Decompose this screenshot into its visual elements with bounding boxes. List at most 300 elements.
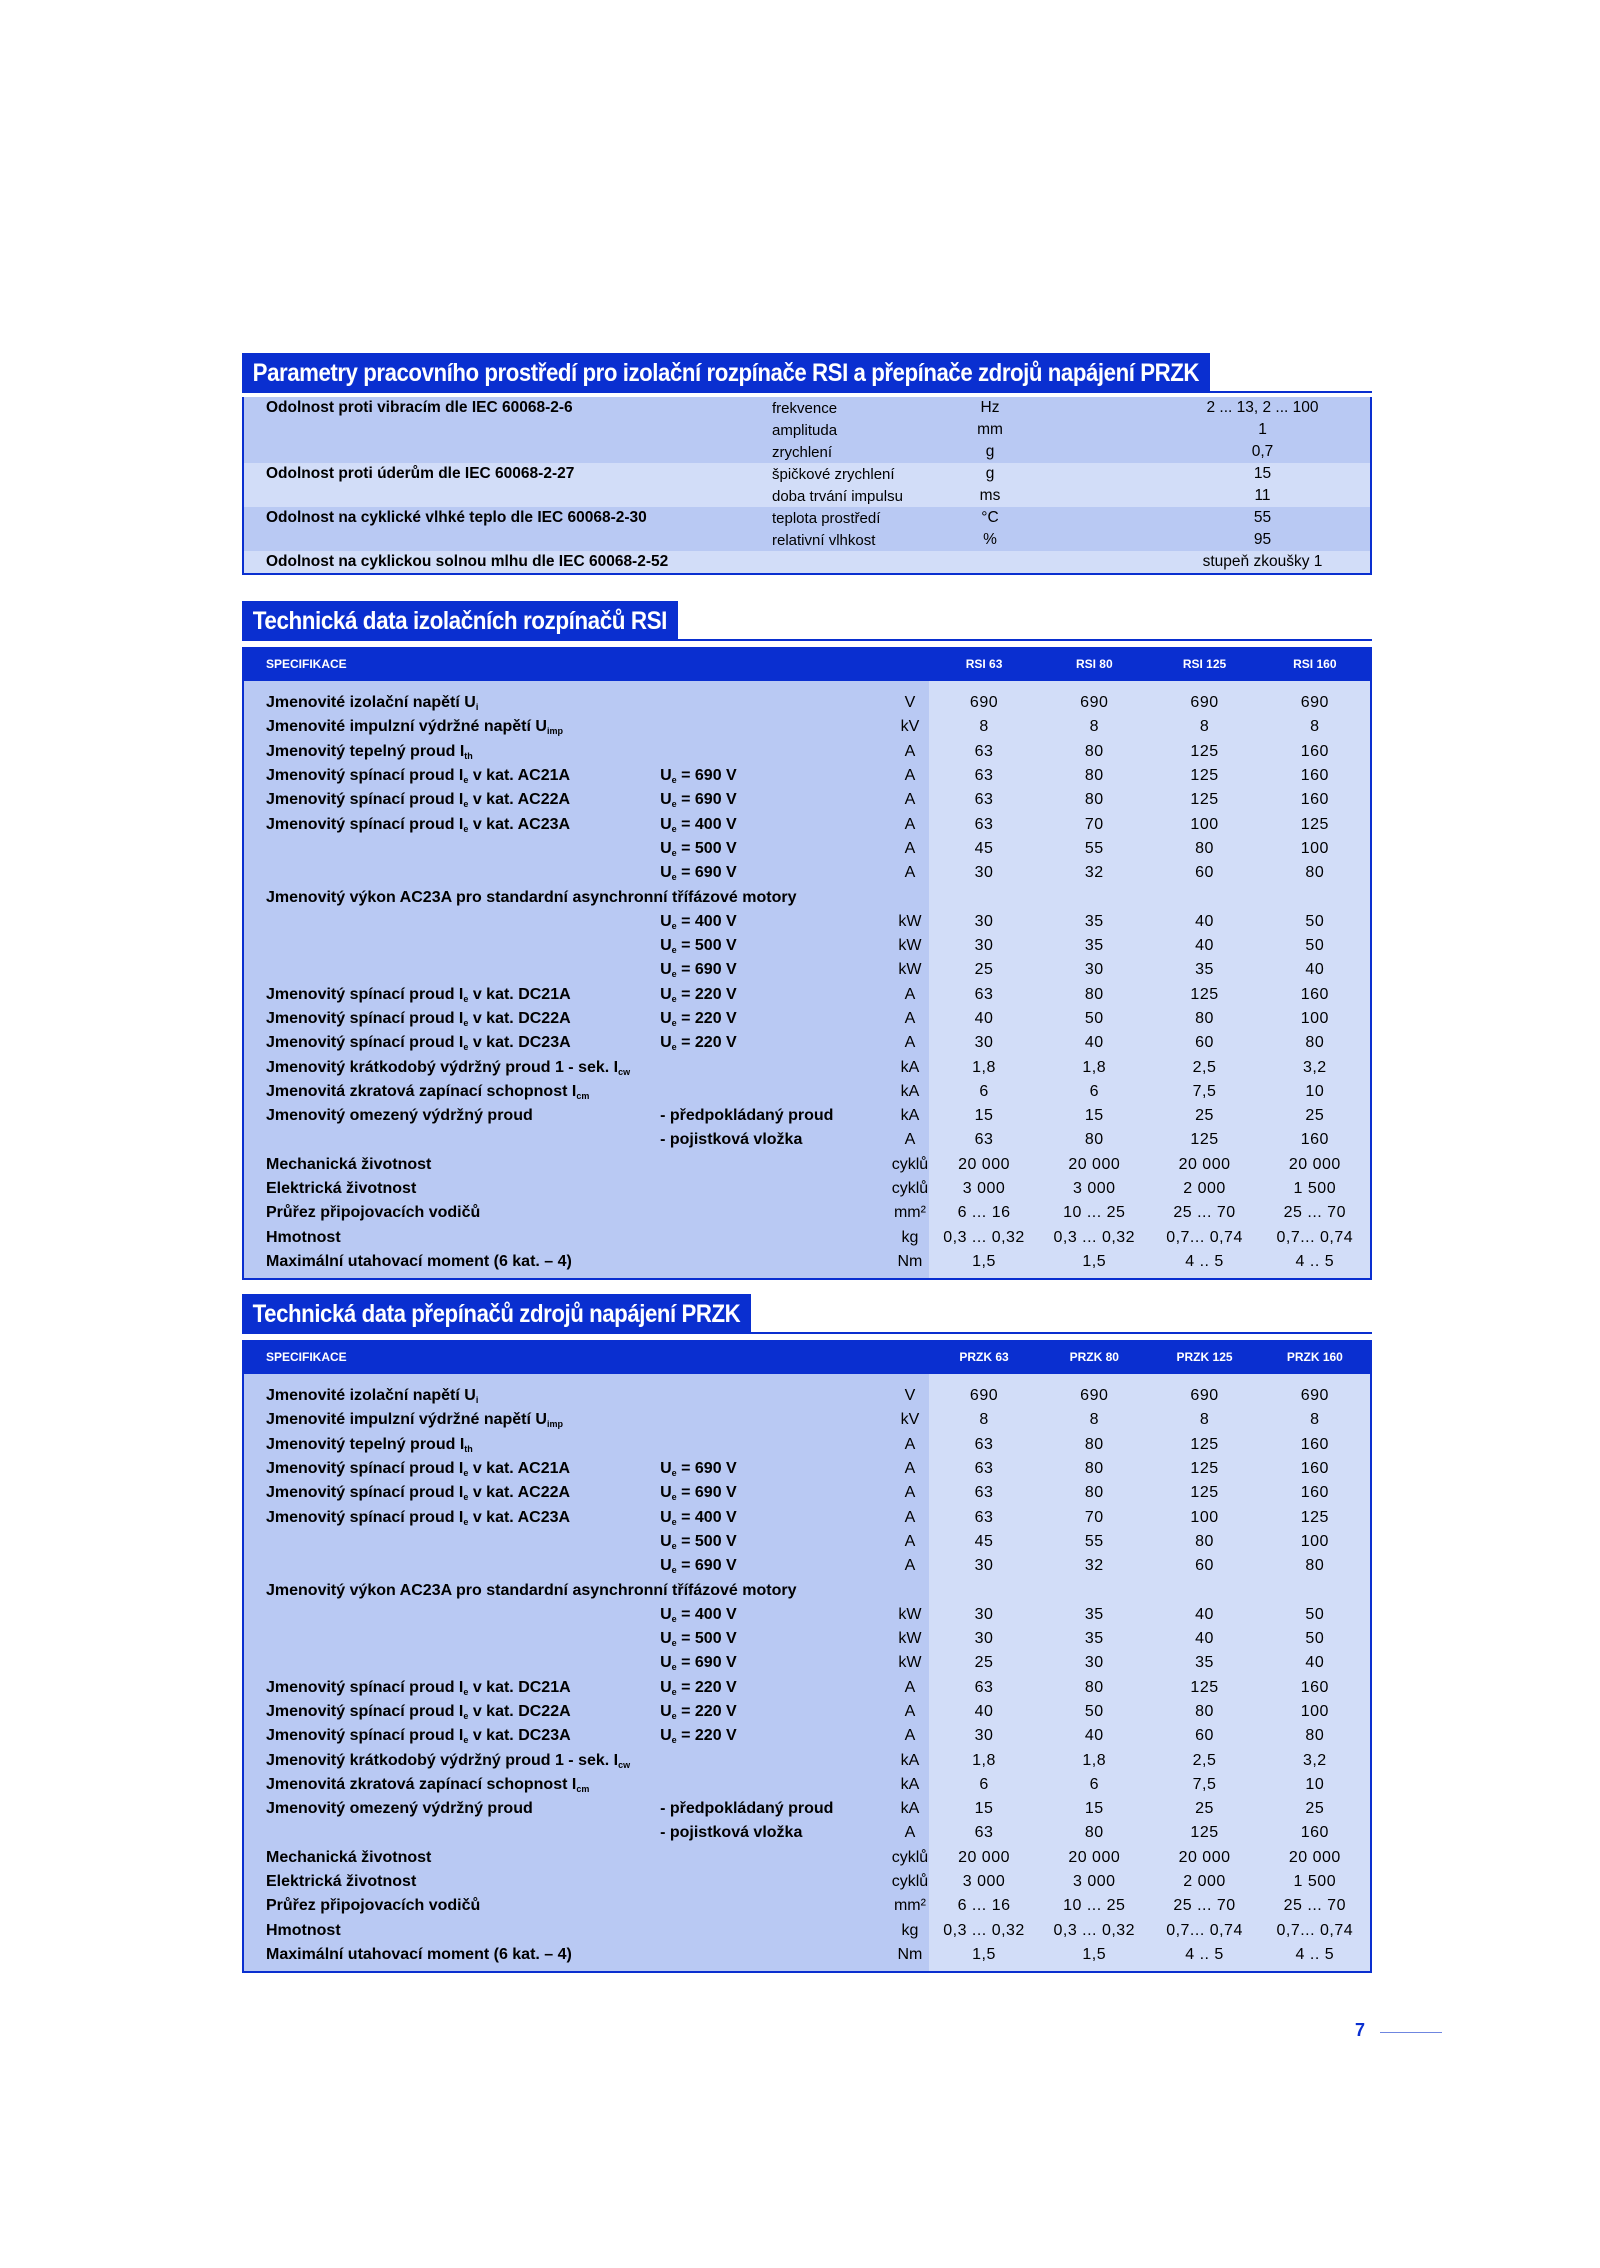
spec-value: 6 (929, 1080, 1039, 1104)
przk-title-bar (242, 1294, 1372, 1334)
spec-label (244, 691, 660, 715)
spec-label-category: v kat. DC22A (468, 1010, 571, 1027)
env-section (242, 353, 1372, 575)
page-number-rule (1380, 2032, 1442, 2033)
spec-label-text: Jmenovité izolační napětí U (266, 694, 476, 712)
spec-unit: Nm (891, 1943, 929, 1967)
spec-label (244, 1457, 660, 1481)
spec-value: 0,7... 0,74 (1149, 1226, 1259, 1250)
spec-value: 3 000 (1039, 1177, 1149, 1201)
condition-subscript: e (671, 1565, 677, 1576)
env-parameter: Odolnost na cyklickou solnou mlhu dle IEC 60068-2-52 (244, 551, 768, 573)
condition-text: U (660, 1654, 672, 1672)
spec-value: 50 (1039, 1700, 1149, 1724)
spec-label-text: Jmenovitý výkon AC23A pro standardní asynchronní třífázové motory (266, 1581, 797, 1599)
spec-value: 4 .. 5 (1260, 1943, 1370, 1967)
env-value: 2 ... 13, 2 ... 100 (1029, 397, 1370, 419)
condition-subscript: e (671, 993, 677, 1004)
spec-value: 6 (929, 1773, 1039, 1797)
spec-label (244, 1104, 660, 1128)
spec-value: 7,5 (1149, 1080, 1259, 1104)
spec-value: 63 (929, 1505, 1039, 1529)
spec-value: 15 (1039, 1797, 1149, 1821)
condition-text: U (660, 1460, 672, 1478)
spec-row (244, 1505, 1370, 1529)
condition-text: U (660, 1557, 672, 1575)
spec-value: 35 (1039, 1627, 1149, 1651)
spec-label-subscript: e (463, 1686, 469, 1697)
spec-unit: A (891, 764, 929, 788)
rsi-table (244, 647, 1370, 1278)
spec-value: 80 (1149, 837, 1259, 861)
env-unit: Hz (951, 397, 1029, 419)
spec-row (244, 1651, 1370, 1675)
model-column-header: RSI 160 (1260, 647, 1370, 681)
spec-label-text: Jmenovitý krátkodobý výdržný proud 1 - sek. I (266, 1751, 619, 1769)
spec-condition (660, 1104, 891, 1128)
spacer-row (244, 1374, 1370, 1384)
spec-row (244, 1821, 1370, 1845)
spec-value: 160 (1260, 764, 1370, 788)
condition-value: = 500 V (676, 1532, 737, 1550)
spacer-cell (1149, 681, 1259, 691)
spec-value: 160 (1260, 1821, 1370, 1845)
env-description: relativní vlhkost (768, 529, 951, 551)
spec-row (244, 1773, 1370, 1797)
spec-row (244, 1457, 1370, 1481)
spec-value: 63 (929, 1676, 1039, 1700)
spec-value: 55 (1039, 1530, 1149, 1554)
spec-value: 80 (1149, 1700, 1259, 1724)
condition-value: = 220 V (676, 1034, 737, 1052)
env-parameter: Odolnost proti vibracím dle IEC 60068-2-6 (244, 397, 768, 419)
condition-text: U (660, 815, 672, 833)
spec-row (244, 1919, 1370, 1943)
spec-label (244, 1201, 660, 1225)
spacer-cell (244, 1274, 929, 1278)
spec-label (244, 1481, 660, 1505)
spec-value: 2,5 (1149, 1748, 1259, 1772)
spec-row (244, 1226, 1370, 1250)
spec-value: 125 (1260, 1505, 1370, 1529)
spec-row (244, 910, 1370, 934)
spec-label-text: Elektrická životnost (266, 1873, 417, 1891)
condition-value: = 400 V (676, 1605, 737, 1623)
spec-unit: A (891, 788, 929, 812)
spec-label (244, 1700, 660, 1724)
spec-value: 8 (1260, 715, 1370, 739)
spec-value: 63 (929, 1433, 1039, 1457)
spec-label-category: v kat. DC23A (468, 1727, 571, 1745)
spec-label (244, 1627, 660, 1651)
spec-value: 60 (1149, 1554, 1259, 1578)
env-value: 1 (1029, 419, 1370, 441)
spec-value: 10 (1260, 1773, 1370, 1797)
spec-value: 1 500 (1260, 1177, 1370, 1201)
spec-value: 40 (1149, 1603, 1259, 1627)
spec-row (244, 740, 1370, 764)
spec-label (244, 1651, 660, 1675)
spec-label-subscript: e (463, 1516, 469, 1527)
condition-text: U (660, 912, 672, 930)
spec-condition (660, 1007, 891, 1031)
spec-value: 32 (1039, 861, 1149, 885)
spec-value: 45 (929, 837, 1039, 861)
spec-label-text: Hmotnost (266, 1228, 341, 1246)
spec-value: 3 000 (929, 1177, 1039, 1201)
env-parameter (244, 419, 768, 441)
spec-condition (660, 861, 891, 885)
spec-label (244, 812, 660, 836)
env-row (244, 507, 1370, 529)
spec-label-text: Jmenovitý spínací proud I (266, 767, 464, 785)
spec-value: 30 (929, 1603, 1039, 1627)
spec-row (244, 885, 1370, 909)
spacer-cell (1039, 1274, 1149, 1278)
spec-label-text: Jmenovitý výkon AC23A pro standardní asynchronní třífázové motory (266, 888, 797, 906)
spec-value: 30 (929, 1554, 1039, 1578)
spec-value: 63 (929, 764, 1039, 788)
condition-subscript: e (671, 872, 677, 883)
spec-value: 690 (929, 691, 1039, 715)
spec-value: 20 000 (1149, 1846, 1259, 1870)
spec-value: 35 (1149, 1651, 1259, 1675)
spec-value: 50 (1260, 1627, 1370, 1651)
spec-label-text: Jmenovitý spínací proud I (266, 791, 464, 809)
rsi-section (242, 601, 1372, 1280)
spec-value: 8 (929, 715, 1039, 739)
spec-unit: kW (891, 958, 929, 982)
condition-value: = 220 V (676, 1703, 737, 1720)
spec-label (244, 1177, 660, 1201)
spec-row (244, 1530, 1370, 1554)
spacer-row (244, 1274, 1370, 1278)
spec-value: 3 000 (929, 1870, 1039, 1894)
spec-row (244, 1676, 1370, 1700)
condition-subscript: e (671, 920, 677, 931)
spec-condition (660, 1031, 891, 1055)
spec-label-subscript: th (464, 750, 473, 761)
spacer-row (244, 1967, 1370, 1971)
spec-value: 25 ... 70 (1149, 1894, 1259, 1918)
spec-label-subscript: e (463, 1735, 469, 1746)
env-parameter (244, 529, 768, 551)
spec-condition (660, 1870, 891, 1894)
spec-condition (660, 1846, 891, 1870)
spec-unit: kA (891, 1080, 929, 1104)
spec-value: 15 (929, 1797, 1039, 1821)
condition-subscript: e (671, 1468, 677, 1479)
spec-value: 4 .. 5 (1149, 1943, 1259, 1967)
env-value: 95 (1029, 529, 1370, 551)
spacer-cell (244, 681, 929, 691)
condition-text: U (660, 1678, 672, 1696)
spec-condition (660, 1080, 891, 1104)
spec-value: 8 (1260, 1408, 1370, 1432)
spec-value: 0,7... 0,74 (1260, 1226, 1370, 1250)
condition-text: U (660, 864, 672, 882)
spec-value: 1,8 (929, 1748, 1039, 1772)
spec-value: 25 ... 70 (1260, 1894, 1370, 1918)
spec-row (244, 1153, 1370, 1177)
spec-value: 6 (1039, 1773, 1149, 1797)
spec-label-category: v kat. AC21A (468, 1460, 571, 1478)
spec-value: 1,5 (929, 1250, 1039, 1274)
condition-subscript: e (671, 1042, 677, 1053)
spec-label-category: v kat. AC21A (468, 767, 571, 785)
spec-label-subscript: e (463, 1468, 469, 1479)
spec-unit: A (891, 1700, 929, 1724)
spec-condition (660, 1505, 891, 1529)
spec-label (244, 788, 660, 812)
spec-value (1260, 1578, 1370, 1602)
spec-unit: A (891, 1433, 929, 1457)
spec-label-text: Mechanická životnost (266, 1155, 432, 1173)
spec-label (244, 1919, 660, 1943)
condition-text: U (660, 961, 672, 979)
spec-value: 690 (929, 1384, 1039, 1408)
spec-value: 55 (1039, 837, 1149, 861)
spec-value: 690 (1039, 691, 1149, 715)
spec-unit: A (891, 1007, 929, 1031)
spec-value: 2,5 (1149, 1055, 1259, 1079)
condition-value: = 220 V (676, 1727, 737, 1745)
spec-row (244, 861, 1370, 885)
rsi-title-bar (242, 601, 1372, 641)
spec-label-subscript: e (463, 1492, 469, 1503)
spec-value: 80 (1149, 1530, 1259, 1554)
spec-label-text: Jmenovitý spínací proud I (266, 815, 464, 833)
spec-unit: cyklů (891, 1870, 929, 1894)
condition-text: U (660, 1034, 672, 1052)
condition-subscript: e (671, 1613, 677, 1624)
rsi-title: Technická data izolačních rozpínačů RSI (242, 601, 678, 641)
spec-label-category: v kat. AC23A (468, 1508, 571, 1526)
env-unit: ms (951, 485, 1029, 507)
spec-value: 80 (1039, 983, 1149, 1007)
spacer-cell (929, 1274, 1039, 1278)
spec-condition (660, 812, 891, 836)
condition-text: U (660, 1532, 672, 1550)
spec-value: 70 (1039, 1505, 1149, 1529)
spec-row (244, 1055, 1370, 1079)
spec-row (244, 715, 1370, 739)
spec-unit: kW (891, 1651, 929, 1675)
spec-condition (660, 1177, 891, 1201)
condition-value: = 500 V (676, 1630, 737, 1648)
spec-value: 20 000 (1149, 1153, 1259, 1177)
spec-label-text: Jmenovité izolační napětí U (266, 1387, 476, 1405)
spec-value: 7,5 (1149, 1773, 1259, 1797)
spec-unit: kW (891, 1603, 929, 1627)
spec-unit: V (891, 691, 929, 715)
env-row (244, 485, 1370, 507)
spec-label-subscript: e (463, 1018, 469, 1028)
spec-label (244, 1578, 891, 1602)
condition-text: - pojistková vložka (660, 1824, 803, 1842)
spec-unit: kg (891, 1226, 929, 1250)
spec-value: 160 (1260, 1676, 1370, 1700)
spec-row (244, 837, 1370, 861)
spec-row (244, 1748, 1370, 1772)
spec-value: 8 (1039, 1408, 1149, 1432)
spec-value (1149, 1578, 1259, 1602)
spec-label (244, 1250, 660, 1274)
spec-value: 160 (1260, 788, 1370, 812)
spec-label-text: Jmenovitý tepelný proud I (266, 1435, 465, 1453)
page-number: 7 (1355, 2020, 1366, 2040)
spec-label (244, 1433, 660, 1457)
spec-value: 160 (1260, 1481, 1370, 1505)
spec-value: 80 (1039, 764, 1149, 788)
spec-condition (660, 1651, 891, 1675)
spec-value: 1,5 (1039, 1250, 1149, 1274)
spec-value: 3,2 (1260, 1748, 1370, 1772)
spec-value: 125 (1149, 1676, 1259, 1700)
spec-value: 8 (929, 1408, 1039, 1432)
spec-condition (660, 934, 891, 958)
spec-row (244, 958, 1370, 982)
spec-unit: kV (891, 715, 929, 739)
spec-value: 20 000 (1260, 1846, 1370, 1870)
condition-subscript: e (671, 847, 677, 858)
spec-row (244, 1700, 1370, 1724)
spec-value: 100 (1260, 837, 1370, 861)
spacer-cell (1260, 681, 1370, 691)
spec-row (244, 1627, 1370, 1651)
spec-condition (660, 1773, 891, 1797)
spec-value: 125 (1149, 1433, 1259, 1457)
env-row (244, 551, 1370, 573)
spec-label-subscript: i (475, 702, 479, 713)
spec-label (244, 958, 660, 982)
spec-value: 0,7... 0,74 (1260, 1919, 1370, 1943)
spacer-cell (1039, 1967, 1149, 1971)
spec-value: 25 (1149, 1104, 1259, 1128)
spec-value: 30 (929, 861, 1039, 885)
spec-value: 35 (1039, 1603, 1149, 1627)
spec-label-text: Průřez připojovacích vodičů (266, 1897, 481, 1915)
spec-value: 30 (929, 1724, 1039, 1748)
condition-value: = 220 V (676, 985, 737, 1003)
spec-unit: A (891, 812, 929, 836)
env-unit: g (951, 463, 1029, 485)
spec-condition (660, 1153, 891, 1177)
spec-label (244, 1943, 660, 1967)
spec-condition (660, 1919, 891, 1943)
spec-row (244, 1104, 1370, 1128)
spec-label-text: Jmenovitý spínací proud I (266, 1678, 464, 1696)
spec-label-subscript: e (463, 775, 469, 786)
spec-label-category: v kat. AC22A (468, 791, 571, 809)
spec-value: 35 (1039, 910, 1149, 934)
spec-value: 25 (929, 1651, 1039, 1675)
spec-label-subscript: th (464, 1443, 473, 1454)
spec-value: 80 (1039, 1821, 1149, 1845)
spec-label-category: v kat. DC21A (468, 985, 571, 1003)
spec-value: 15 (929, 1104, 1039, 1128)
spec-row (244, 1250, 1370, 1274)
spec-label (244, 1724, 660, 1748)
spec-condition (660, 1748, 891, 1772)
spec-value: 3 000 (1039, 1870, 1149, 1894)
spec-value: 80 (1039, 1676, 1149, 1700)
spec-header: SPECIFIKACE (244, 1340, 929, 1374)
spec-value: 20 000 (1039, 1153, 1149, 1177)
spec-value: 25 (1149, 1797, 1259, 1821)
spec-unit: A (891, 1128, 929, 1152)
spec-label-subscript: e (463, 1711, 469, 1721)
spec-value: 0,3 ... 0,32 (1039, 1919, 1149, 1943)
spec-unit: kg (891, 1919, 929, 1943)
spec-value: 690 (1260, 691, 1370, 715)
spec-value: 690 (1260, 1384, 1370, 1408)
spec-value: 60 (1149, 1031, 1259, 1055)
spec-label (244, 1408, 660, 1432)
env-parameter (244, 485, 768, 507)
spec-value (929, 1578, 1039, 1602)
spec-row (244, 1128, 1370, 1152)
spec-unit: cyklů (891, 1846, 929, 1870)
spec-condition (660, 1055, 891, 1079)
condition-value: = 690 V (676, 791, 737, 809)
env-row (244, 441, 1370, 463)
spec-value: 40 (1260, 1651, 1370, 1675)
spec-unit (891, 1578, 929, 1602)
condition-text: U (660, 791, 672, 809)
spec-value: 10 (1260, 1080, 1370, 1104)
spec-unit: kV (891, 1408, 929, 1432)
spec-value: 63 (929, 812, 1039, 836)
spec-row (244, 983, 1370, 1007)
spec-value: 60 (1149, 861, 1259, 885)
condition-text: - předpokládaný proud (660, 1800, 834, 1818)
spec-label-text: Jmenovitý spínací proud I (266, 1010, 464, 1027)
spacer-row (244, 681, 1370, 691)
env-value: 0,7 (1029, 441, 1370, 463)
spec-value: 25 (1260, 1104, 1370, 1128)
spec-label (244, 1870, 660, 1894)
spec-row (244, 1031, 1370, 1055)
spec-value: 8 (1039, 715, 1149, 739)
spec-condition (660, 1250, 891, 1274)
spec-condition (660, 1408, 891, 1432)
spec-value: 63 (929, 1481, 1039, 1505)
spec-unit: kW (891, 934, 929, 958)
env-description: špičkové zrychlení (768, 463, 951, 485)
spec-condition (660, 740, 891, 764)
spec-unit: V (891, 1384, 929, 1408)
spacer-cell (244, 1967, 929, 1971)
condition-subscript: e (671, 823, 677, 834)
spec-label-text: Jmenovitý spínací proud I (266, 1460, 464, 1478)
spec-value: 30 (1039, 1651, 1149, 1675)
model-column-header: RSI 80 (1039, 647, 1149, 681)
spec-label-subscript: cw (618, 1066, 631, 1077)
spec-row (244, 691, 1370, 715)
spec-value (1149, 885, 1259, 909)
spec-label-category: v kat. AC22A (468, 1484, 571, 1502)
spec-condition (660, 691, 891, 715)
spec-value: 160 (1260, 740, 1370, 764)
env-row (244, 529, 1370, 551)
spec-label (244, 1226, 660, 1250)
condition-subscript: e (671, 1662, 677, 1673)
spec-unit: A (891, 1530, 929, 1554)
env-unit: mm (951, 419, 1029, 441)
spec-value (929, 885, 1039, 909)
spec-value: 30 (929, 1627, 1039, 1651)
